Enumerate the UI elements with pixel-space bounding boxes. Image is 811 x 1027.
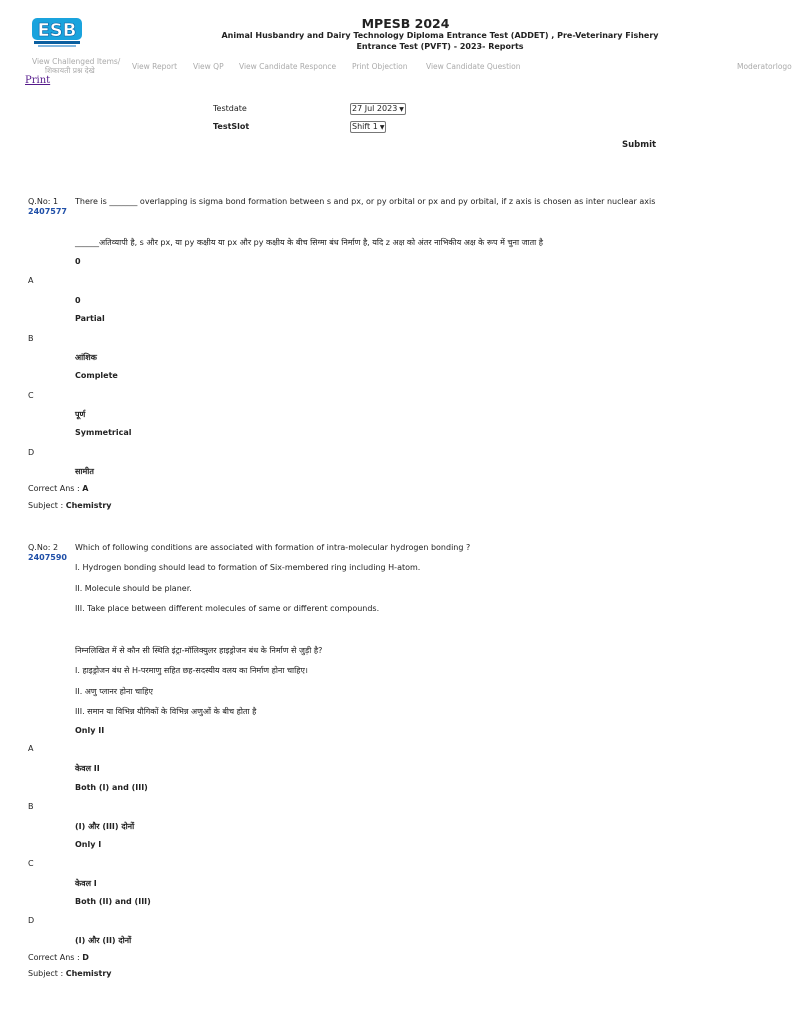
- question-text-hi: ______अतिव्यापी है, s और px, या py कक्षीय या px और py कक्षीय के बीच सिग्मा बंध निर्माण है, यदि z अक्ष को अंतर नाभिकीय अक्ष के रूप में चुना जाता है: [75, 238, 544, 247]
- statement-1-en: I. Hydrogen bonding should lead to formation of Six-membered ring including H-atom.: [75, 563, 421, 572]
- option-a-letter: A: [28, 744, 34, 753]
- option-d-hi: (I) और (II) दोनों: [75, 936, 132, 945]
- logout-link[interactable]: logo: [775, 62, 792, 71]
- question-id: 2407590: [28, 553, 67, 562]
- nav-view-candidate-question[interactable]: View Candidate Question: [426, 62, 521, 71]
- nav-print-objection[interactable]: Print Objection: [352, 62, 408, 71]
- question-text-en: Which of following conditions are associated with formation of intra-molecular hydrogen bonding ?: [75, 543, 471, 552]
- option-c-hi: केवल I: [75, 879, 97, 888]
- question-text-en: There is _______ overlapping is sigma bond formation between s and px, or py orbital or px and py orbital, if z axis is chosen as inter nuclear axis: [75, 197, 656, 206]
- testslot-label: TestSlot: [213, 122, 250, 131]
- option-b-letter: B: [28, 334, 34, 343]
- subject-value: Chemistry: [65, 501, 112, 510]
- option-b-en: Both (I) and (III): [75, 783, 148, 792]
- option-c-en: Complete: [75, 371, 118, 380]
- subject-label: Subject :: [28, 969, 64, 978]
- testslot-select[interactable]: [350, 121, 386, 133]
- statement-1-hi: I. हाइड्रोजन बंध से H-परमाणु सहित छह-सदस्यीय वलय का निर्माण होना चाहिए।: [75, 666, 308, 675]
- option-a-hi: 0: [75, 296, 81, 305]
- submit-button[interactable]: Submit: [622, 140, 657, 150]
- page-title: MPESB 2024: [361, 16, 450, 31]
- testdate-select[interactable]: [350, 103, 406, 115]
- statement-2-en: II. Molecule should be planer.: [75, 584, 192, 593]
- option-c-hi: पूर्ण: [75, 410, 86, 419]
- option-c-letter: C: [28, 391, 34, 400]
- correct-answer-value: A: [82, 484, 89, 493]
- option-c-en: Only I: [75, 840, 102, 849]
- question-text-hi: निम्नलिखित में से कौन सी स्थिति इंट्रा-मॉलिक्युलर हाइड्रोजन बंध के निर्माण से जुड़ी है?: [75, 646, 323, 655]
- nav-view-report[interactable]: View Report: [132, 62, 178, 71]
- subject: [28, 969, 112, 978]
- option-d-hi: सामीत: [75, 467, 94, 476]
- statement-3-en: III. Take place between different molecules of same or different compounds.: [75, 604, 380, 613]
- option-d-en: Symmetrical: [75, 428, 132, 437]
- subject: [28, 501, 112, 510]
- option-a-hi: केवल II: [75, 764, 100, 773]
- option-c-letter: C: [28, 859, 34, 868]
- option-d-en: Both (II) and (III): [75, 897, 151, 906]
- nav-view-qp[interactable]: View QP: [193, 62, 224, 71]
- subject-value: Chemistry: [65, 969, 112, 978]
- testslot-value: Shift 1: [352, 122, 378, 131]
- print-link[interactable]: Print: [25, 75, 51, 86]
- subject-label: Subject :: [28, 501, 64, 510]
- correct-answer: [28, 484, 88, 493]
- chevron-down-icon: ▼: [399, 106, 404, 113]
- option-b-hi: आंशिक: [75, 353, 97, 362]
- nav-view-challenged-items[interactable]: View Challenged Items/: [32, 57, 121, 66]
- question-number: Q.No: 1: [28, 197, 59, 206]
- correct-answer-label: Correct Ans :: [28, 484, 80, 493]
- nav-view-candidate-response[interactable]: View Candidate Responce: [239, 62, 337, 71]
- option-d-letter: D: [28, 916, 35, 925]
- option-a-letter: A: [28, 276, 34, 285]
- correct-answer-label: Correct Ans :: [28, 953, 80, 962]
- nav-moderator: [737, 62, 792, 71]
- statement-3-hi: III. समान या विभिन्न यौगिकों के विभिन्न अणुओं के बीच होता है: [75, 707, 257, 716]
- correct-answer-value: D: [82, 953, 89, 962]
- question-number: Q.No: 2: [28, 543, 59, 552]
- correct-answer: [28, 953, 89, 962]
- testdate-value: 27 Jul 2023: [352, 104, 398, 113]
- question-id: 2407577: [28, 207, 67, 216]
- option-d-letter: D: [28, 448, 35, 457]
- option-a-en: Only II: [75, 726, 105, 735]
- page-subtitle: Animal Husbandry and Dairy Technology Diploma Entrance Test (ADDET) , Pre-Veterinary Fishery Entrance Test (PVFT) - 2023- Reports: [221, 31, 659, 51]
- nav-view-challenged-items-hindi[interactable]: शिकायती प्रश्न देखे: [45, 66, 95, 75]
- statement-2-hi: II. अणु प्लानर होना चाहिए: [75, 687, 153, 696]
- option-b-en: Partial: [75, 314, 105, 323]
- testdate-label: Testdate: [213, 104, 247, 113]
- option-b-letter: B: [28, 802, 34, 811]
- moderator-label: Moderator: [737, 62, 776, 71]
- option-b-hi: (I) और (III) दोनों: [75, 822, 135, 831]
- chevron-down-icon: ▼: [379, 124, 385, 131]
- option-a-en: 0: [75, 257, 81, 266]
- svg-text:ESB: ESB: [37, 20, 77, 41]
